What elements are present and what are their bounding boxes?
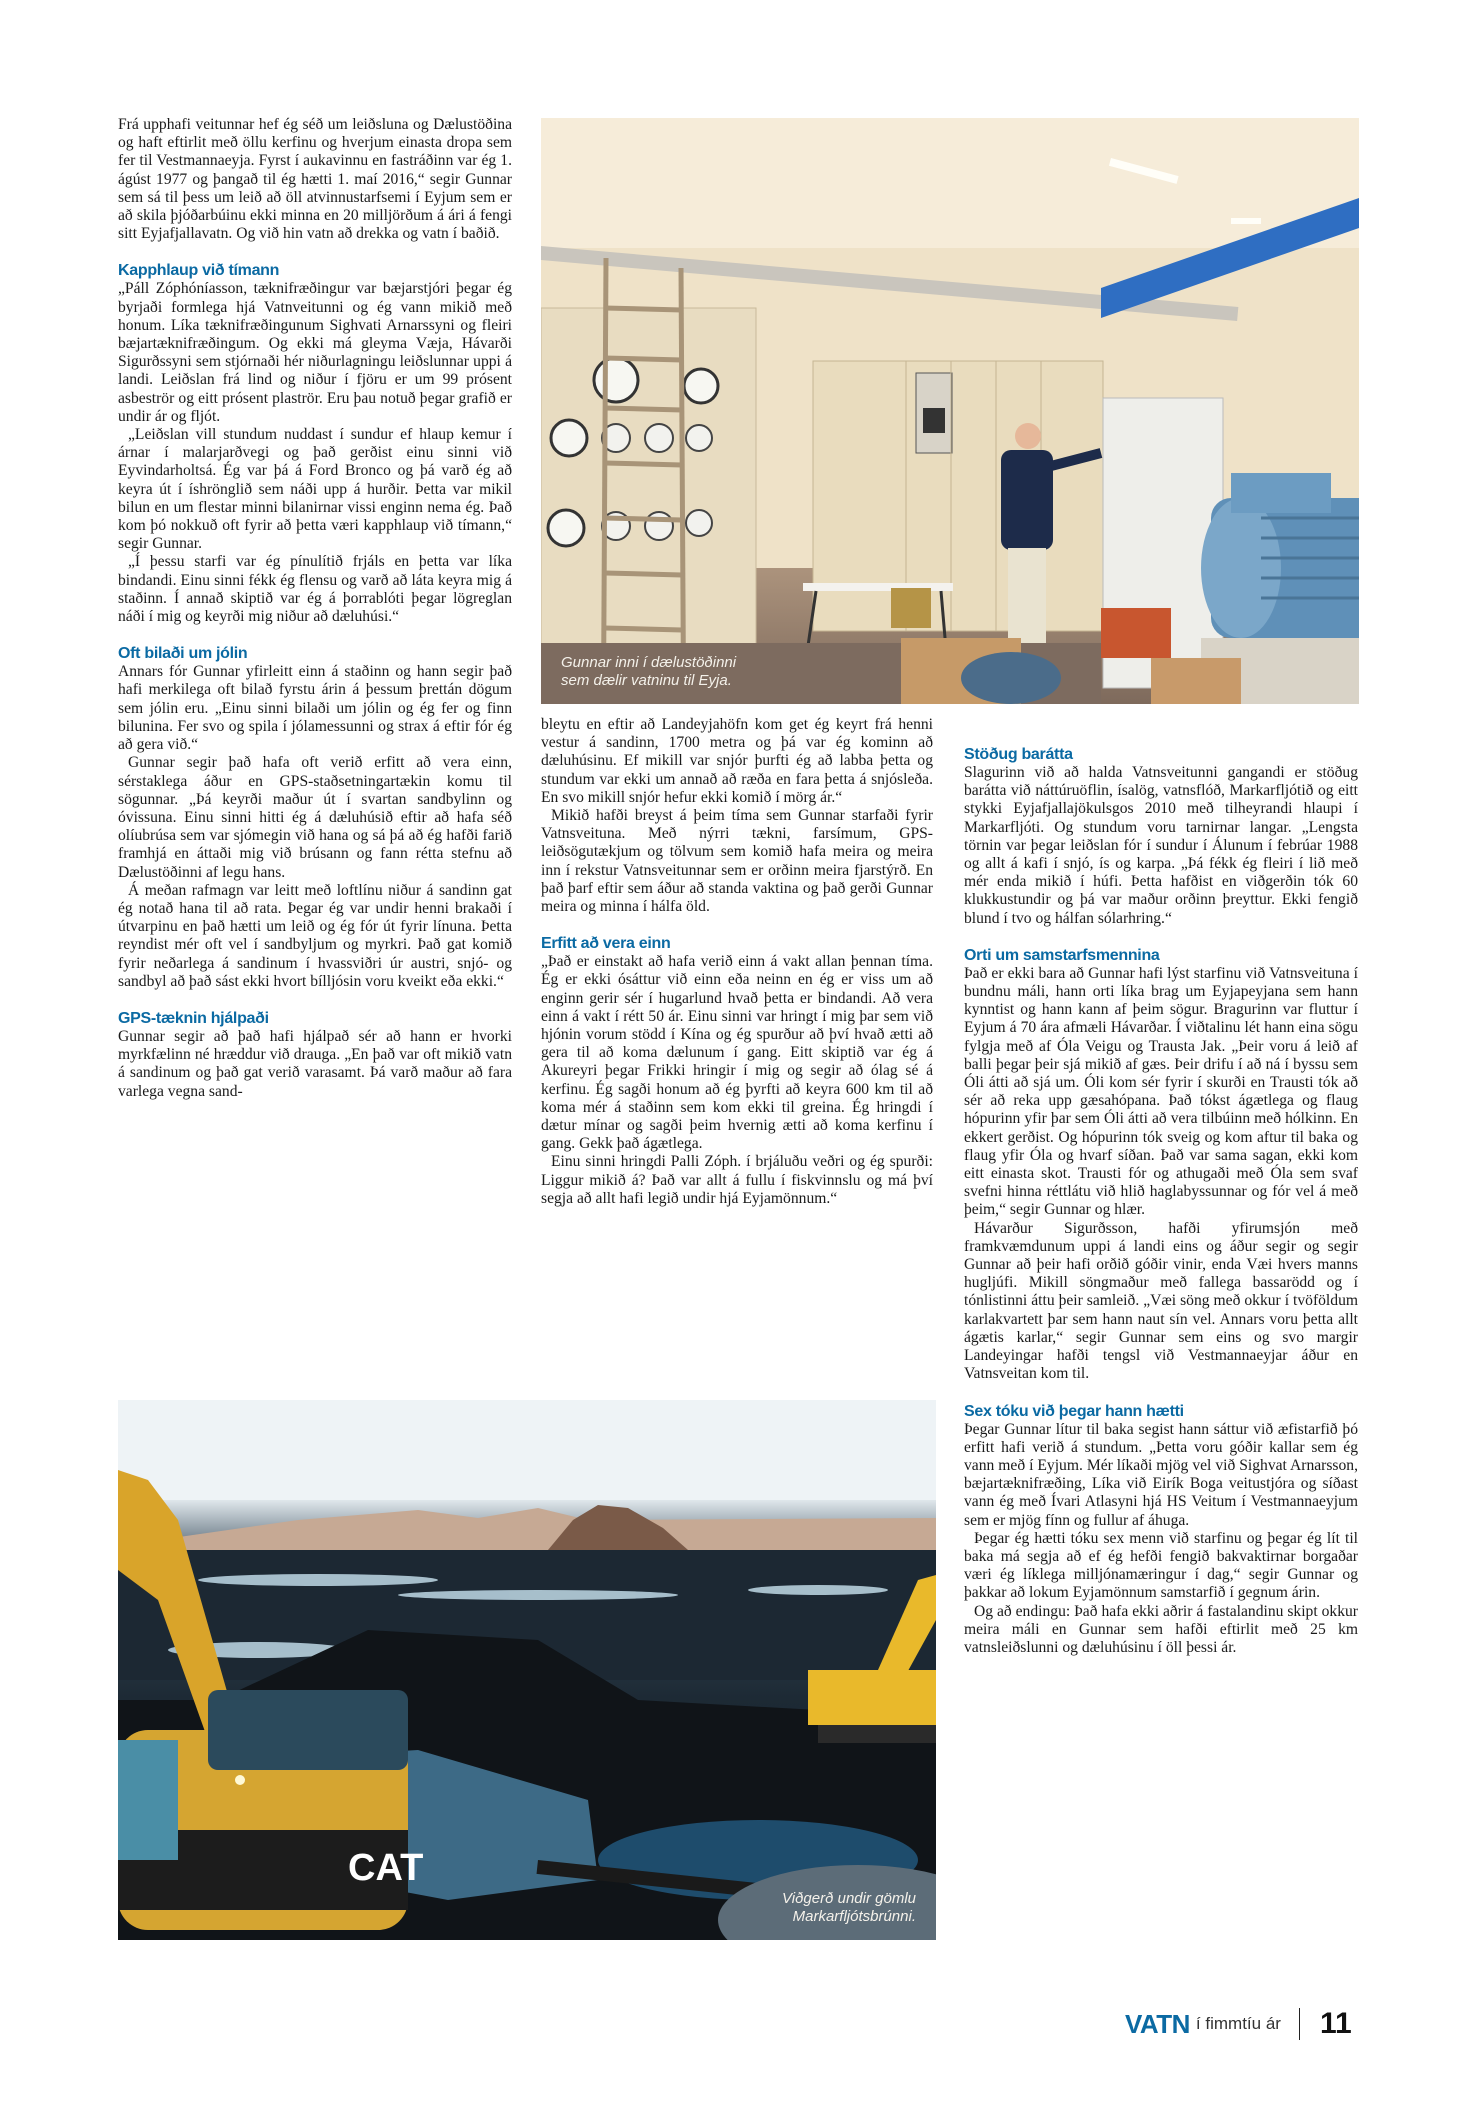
magazine-tagline: í fimmtíu ár — [1195, 2014, 1281, 2033]
caption-line: sem dælir vatninu til Eyja. — [561, 672, 732, 689]
paragraph: Og að endingu: Það hafa ekki aðrir á fastalandinu skipt okkur meira máli en Gunnar sem hafði eftirlit með 25 km vatnsleiðslunni og dæluhúsinu í öll þessi ár. — [964, 1602, 1358, 1656]
paragraph: Einu sinni hringdi Palli Zóph. í brjáluðu veðri og ég spurði: Liggur mikið á? Það var allt á fullu í fiskvinnslu og má því segja að allt hafi legið undir hjá Eyjamönnum.“ — [541, 1153, 933, 1207]
intro-paragraph: Frá upphafi veitunnar hef ég séð um leiðsluna og Dælustöðina og haft eftirlit með öllu kerfinu og hverjum einasta dropa sem fer til Vestmannaeyja. Fyrst í aukavinnu en fastráðinn var ég 1. ágúst 1977 og þangað til ég hætti 1. maí 2016,“ segir Gunnar sem sá til þess um leið að öll atvinnustarfsemi í Eyjum sem er að skila þjóðarbúinu ekki minna en 20 milljörðum á ári á fengi sitt Eyjafjallavatn. Og við hin vatn að drekka og vatn í baðið. — [118, 116, 512, 243]
paragraph: „Páll Zóphóníasson, tæknifræðingur var bæjarstjóri þegar ég byrjaði formlega hjá Vatnveitunni og ég vann mikið með honum. Líka tæknifræðingunum Sighvati Arnarssyni og fleiri bæjartæknifræðingum. Og ekki má gleyma Væja, Hávarði Sigurðssyni sem stjórnaði hér niðurlagningu leiðslunnar uppi á landi. Leiðslan frá lind og niður í fjöru er um 99 prósent asbeströr og eitt prósent plaströr. Eru þau notuð þegar grafið er undir ár og fljót. — [118, 280, 512, 425]
article-column-3 — [964, 745, 1358, 1657]
section-heading-gps: GPS-tæknin hjálpaði — [118, 1009, 269, 1027]
paragraph: Það er ekki bara að Gunnar hafi lýst starfinu við Vatnsveituna í bundnu máli, hann orti líka brag um Eyjapeyjana sem hann kynntist og hann kann af þeim sögur. Bragurinn var fluttur í Eyjum á 70 ára afmæli Hávarðar. Í viðtalinu lét hann eina sögu fylgja með af Óla Veigu og Trausta Jak. „Þeir voru á leið af balli þegar þeir sjá mikið af gæs. Þeir drifu í að ná í byssu sem Óli átti að sjá um. Óli kom sér fyrir í skurði en Trausti tók að sér að reka upp gæsahópana. Það tókst ágætlega og flaug hópurinn yfir þar sem Óli átti að vera tilbúinn með hólkinn. En ekkert gerðist. Og hópurinn tók sveig og kom aftur til baka og flaug yfir Óla og hvarf síðan. Það var sama sagan, ekki kom eitt einasta skot. Trausti fór og athugaði með Óla sem svaf svefni hinna réttlátu við hlið haglabyssunnar og fór vel á með þeim,“ segir Gunnar og hlær. — [964, 964, 1358, 1219]
article-column-1 — [118, 116, 512, 1101]
photo-caption-excavator — [782, 1890, 916, 1926]
section-heading-oft-biladi: Oft bilaði um jólin — [118, 645, 248, 663]
excavator-illustration — [118, 1400, 936, 1940]
article-column-2 — [541, 716, 933, 1208]
paragraph: Þegar Gunnar lítur til baka segist hann sáttur við æfistarfið þó erfitt hafi verið á stundum. „Þetta voru góðir kallar sem ég vann með í Eyjum. Mér líkaði mjög vel við Sighvat Arnarsson, bæjartæknifræðing, Líka við Eirík Boga veitustjóra og síðast vann ég með Ívari Atlasyni hjá HS Veitum í Vestmannaeyjum sem er mjög fínn og fullur af áhuga. — [964, 1420, 1358, 1529]
page-number: 11 — [1319, 2007, 1352, 2040]
magazine-brand: VATN — [1125, 2008, 1190, 2039]
cat-logo: CAT — [348, 1847, 424, 1889]
page-footer — [1125, 2006, 1352, 2042]
paragraph: Á meðan rafmagn var leitt með loftlínu niður á sandinn gat ég notað hana til að rata. Þegar ég var undir henni brakaði í útvarpinu en það hætti um leið og ég fór út fyrir línuna. Þetta reyndist mér oft vel í sandbyljum og myrkri. Það gat komið fyrir neðarlega á sandinum í hvassviðri úr austri, snjó- og sandbyl að það sást ekki hvort bílljósin voru kveikt eða ekki.“ — [118, 881, 512, 990]
paragraph: „Leiðslan vill stundum nuddast í sundur ef hlaup kemur í árnar í malarjarðvegi og það gerðist einu sinni við Eyvindarholtsá. Ég var þá á Ford Bronco og þá varð ég að keyra út í íshrönglið sem náði upp á hurðir. Þetta var mikil bilun en um flestar minni bilanirnar vissi enginn nema ég. Það kom þó nokkuð oft fyrir að þetta væri kapphlaup við tímann,“ segir Gunnar. — [118, 426, 512, 553]
paragraph: Þegar ég hætti tóku sex menn við starfinu og þegar ég lít til baka má segja að ef ég hefði fengið bakvaktirnar borgaðar væri ég líklega milljónamæringur í dag,“ segir Gunnar og þakkar að lokum Eyjamönnum samstarfið í gegnum árin. — [964, 1529, 1358, 1602]
caption-line: Markarfljótsbrúnni. — [792, 1908, 916, 1925]
caption-line: Gunnar inni í dælustöðinni — [561, 654, 737, 671]
photo-caption-pump-station — [561, 654, 736, 690]
footer-divider — [1299, 2008, 1300, 2040]
paragraph: Annars fór Gunnar yfirleitt einn á staðinn og hann segir það hafi merkilega oft bilað fyrstu árin á þessum þrettán dögum sem jólin eru. „Einu sinni bilaði um jólin og ég fer og finn bilunina. Fer svo og spila í jólamessunni og strax á eftir fór ég að gera við.“ — [118, 663, 512, 754]
paragraph: Gunnar segir það hafa oft verið erfitt að vera einn, sérstaklega áður en GPS-staðsetningartækin komu til sögunnar. „Þá keyrði maður út í svartan sandbylinn og óvissuna. Einu sinni hitti ég á dæluhúsið eftir að hafa séð olíubrúsa sem var sjómegin við hana og sá þá að ég hafði farið framhjá en áttaði mig við brúsann og fann rétta stefnu að Dælustöðinni af legu hans. — [118, 754, 512, 881]
paragraph: Mikið hafði breyst á þeim tíma sem Gunnar starfaði fyrir Vatnsveituna. Með nýrri tækni, farsímum, GPS-leiðsögutækjum og tölvum sem komið hafa meira og meira inn í rekstur Vatnsveitunnar sem er orðinn meira fjarstýrð. En það þarf eftir sem áður að standa vaktina og það gerði Gunnar meira og minna í hálfa öld. — [541, 807, 933, 916]
paragraph: Slagurinn við að halda Vatnsveitunni gangandi er stöðug barátta við náttúruöflin, ísalög, vatnsflóð, Markarfljótið og eitt stykki Eyjafjallajökulsgos 2010 með tilheyrandi hlaupi í Markarfljóti. Og stundum voru tarnirnar langar. „Lengsta törnin var þegar leiðslan fór í sundur í Álunum í febrúar 1988 og allt á kafi í snjó, ís og karpa. „Þá fékk ég fleiri í lið með mér enda mikið í húfi. Þetta hafðist en viðgerðin tók 60 klukkustundir og þá var maður orðinn þreyttur. Ekki fengið blund í tvo og hálfan sólarhring.“ — [964, 764, 1358, 927]
section-heading-sex: Sex tóku við þegar hann hætti — [964, 1402, 1184, 1420]
section-heading-orti: Orti um samstarfsmennina — [964, 946, 1160, 964]
section-heading-kapphlaup: Kapphlaup við tímann — [118, 262, 280, 280]
paragraph: „Í þessu starfi var ég pínulítið frjáls en þetta var líka bindandi. Einu sinni fékk ég flensu og varð að láta keyra mig á staðinn. Í annað skiptið var ég á þorrablóti þegar lögreglan náði í mig og keyrði mig niður að dæluhúsi.“ — [118, 553, 512, 626]
pump-station-illustration — [541, 118, 1359, 704]
excavator-photo — [118, 1400, 936, 1940]
caption-line: Viðgerð undir gömlu — [782, 1890, 916, 1907]
pump-station-photo — [541, 118, 1359, 704]
paragraph: bleytu en eftir að Landeyjahöfn kom get ég keyrt frá henni vestur á sandinn, 1700 metra og þá var ég kominn að dæluhúsinu. Ef mikill var snjór þurfti ég að labba þetta og stundum var ekki um annað að ræða en fara þetta á snjósleða. En svo mikill snjór hefur ekki komið í mörg ár.“ — [541, 716, 933, 806]
paragraph: „Það er einstakt að hafa verið einn á vakt allan þennan tíma. Ég er ekki ósáttur við einn eða neinn en ég er viss um að enginn gerir sér í hugarlund hvað þetta er bindandi. Að vera einn á vakt í rétt 50 ár. Einu sinni var hringt í mig þar sem við hjónin vorum stödd í Kína og ég spurður að því hvað ætti að gera til að koma dælunum í gang. Eitt skiptið var ég á Akureyri þegar Frikki hringir í mig og segir að ólag sé á kerfinu. Ég sagði honum að ég þyrfti að keyra 600 km til að koma mér á staðinn sem kom ekki til greina. Ég hringdi í dætur mínar og sagði þeim hvernig ætti að koma kerfinu í gang. Gekk það ágætlega. — [541, 953, 933, 1153]
paragraph: Hávarður Sigurðsson, hafði yfirumsjón með framkvæmdunum uppi á landi eins og áður segir og segir Gunnar að þeir hafi orðið góðir vinir, enda Væi hvers manns hugljúfi. Mikill söngmaður með fallega bassarödd og í tónlistinni áttu þeir samleið. „Væi söng með okkur í tvöföldum karlakvartett þar sem hann naut sín vel. Annars voru þetta allt ágætis karlar,“ segir Gunnar sem eins og svo margir Landeyingar hafði tengsl við Vestmannaeyjar áður en Vatnsveitan kom til. — [964, 1219, 1358, 1383]
paragraph: Gunnar segir að það hafi hjálpað sér að hann er hvorki myrkfælinn né hræddur við drauga. „En það var oft mikið vatn á sandinum og það gat verið varasamt. Þá varð maður að fara varlega vegna sand- — [118, 1027, 512, 1100]
section-heading-erfitt: Erfitt að vera einn — [541, 935, 671, 953]
section-heading-stodug: Stöðug barátta — [964, 746, 1073, 763]
